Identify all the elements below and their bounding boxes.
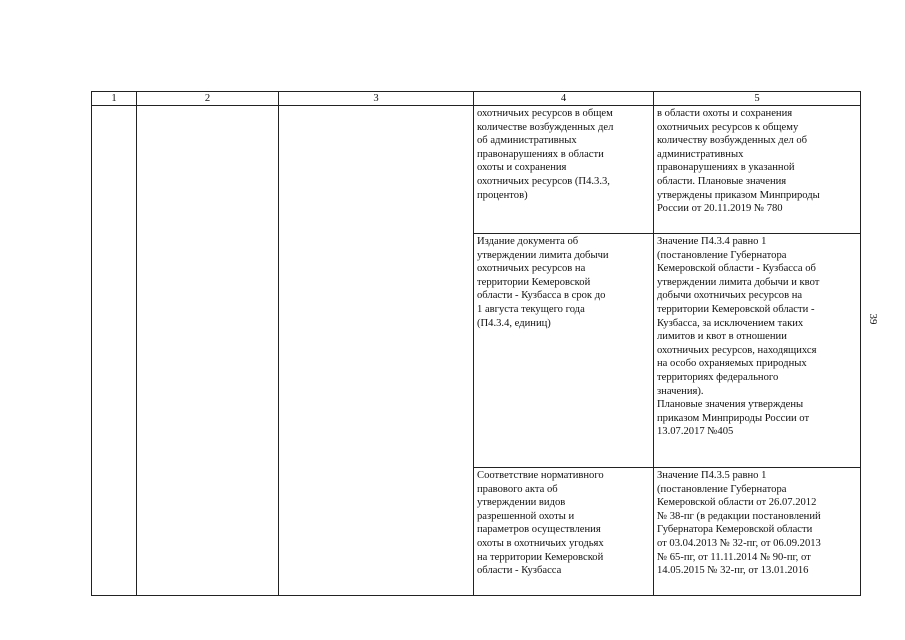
document-table (91, 91, 861, 596)
cell-col3 (279, 106, 474, 596)
header-cell-5: 5 (654, 92, 861, 106)
cell-col1 (92, 106, 137, 596)
header-cell-1: 1 (92, 92, 137, 106)
table-header-row (92, 92, 861, 106)
header-cell-4: 4 (474, 92, 654, 106)
cell-indicator: Издание документа об утверждении лимита добычи охотничьих ресурсов на территории Кемеровской области - Кузбасса в срок до 1 августа текущего года (П4.3.4, единиц) (474, 234, 654, 468)
table-row (92, 106, 861, 234)
cell-indicator: Соответствие нормативного правового акта об утверждении видов разрешенной охоты и параметров осуществления охоты в охотничьих угодьях на территории Кемеровской области - Кузбасса (474, 468, 654, 596)
page-number: 39 (867, 313, 879, 325)
header-cell-2: 2 (137, 92, 279, 106)
cell-description: в области охоты и сохранения охотничьих ресурсов к общему количеству возбужденных дел об административных правонарушениях в указанной области. Плановые значения утверждены приказом Минприроды России от 20.11.2019 № 780 (654, 106, 861, 234)
cell-indicator: охотничьих ресурсов в общем количестве возбужденных дел об административных правонарушениях в области охоты и сохранения охотничьих ресурсов (П4.3.3, процентов) (474, 106, 654, 234)
cell-description: Значение П4.3.5 равно 1 (постановление Губернатора Кемеровской области от 26.07.2012 № 38-пг (в редакции постановлений Губернатора Кемеровской области от 03.04.2013 № 32-пг, от 06.09.2013 № 65-пг, от 11.11.2014 № 90-пг, от 14.05.2015 № 32-пг, от 13.01.2016 (654, 468, 861, 596)
header-cell-3: 3 (279, 92, 474, 106)
cell-col2 (137, 106, 279, 596)
cell-description: Значение П4.3.4 равно 1 (постановление Губернатора Кемеровской области - Кузбасса об утверждении лимита добычи и квот добычи охотничьих ресурсов на территории Кемеровской области - Кузбасса, за исключением таких лимитов и квот в отношении охотничьих ресурсов, находящихся на особо охраняемых природных территориях федерального значения). Плановые значения утверждены приказом Минприроды России от 13.07.2017 №405 (654, 234, 861, 468)
